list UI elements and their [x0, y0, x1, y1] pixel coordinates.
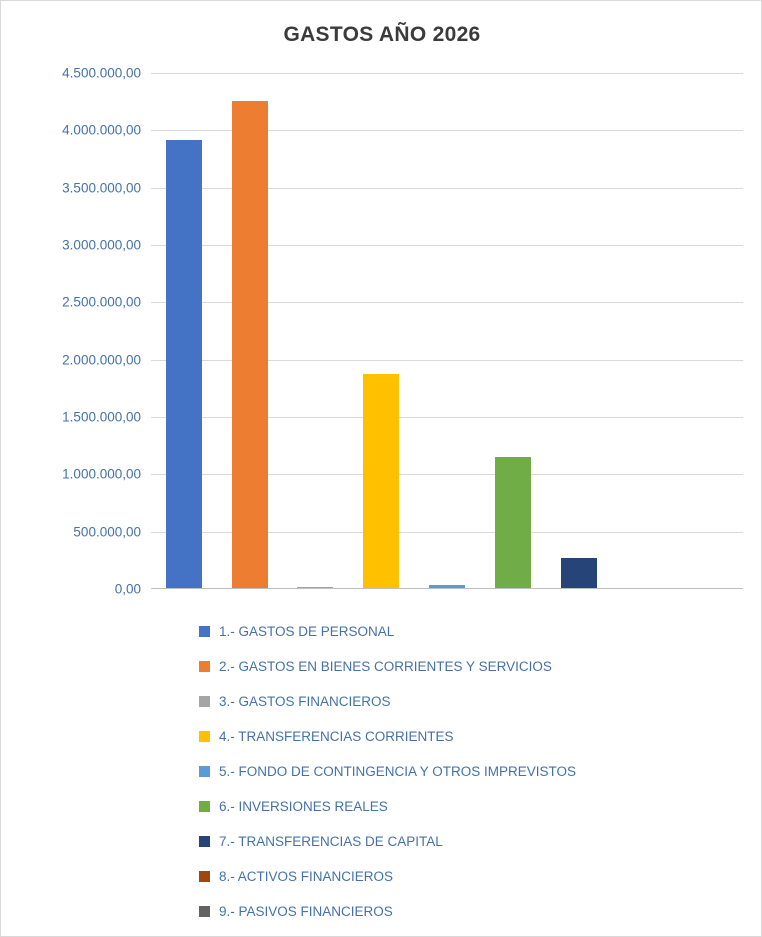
- gridline: [151, 73, 743, 74]
- legend-label: 2.- GASTOS EN BIENES CORRIENTES Y SERVICIOS: [219, 659, 552, 674]
- legend-label: 4.- TRANSFERENCIAS CORRIENTES: [219, 729, 454, 744]
- legend-item[interactable]: [199, 684, 759, 719]
- bar: [363, 374, 399, 588]
- y-axis-tick-label: 4.500.000,00: [62, 65, 141, 81]
- y-axis-tick-label: 0,00: [114, 581, 141, 597]
- legend-item[interactable]: [199, 894, 759, 929]
- legend-swatch-icon: [199, 906, 210, 917]
- legend-swatch-icon: [199, 661, 210, 672]
- legend-swatch-icon: [199, 626, 210, 637]
- y-axis-tick-label: 1.000.000,00: [62, 466, 141, 482]
- x-axis-line: [151, 588, 743, 589]
- bar: [561, 558, 597, 588]
- legend-swatch-icon: [199, 836, 210, 847]
- y-axis-tick-label: 1.500.000,00: [62, 409, 141, 425]
- bar: [495, 457, 531, 588]
- legend-label: 5.- FONDO DE CONTINGENCIA Y OTROS IMPREVISTOS: [219, 764, 577, 779]
- legend-label: 3.- GASTOS FINANCIEROS: [219, 694, 391, 709]
- legend-swatch-icon: [199, 801, 210, 812]
- legend-swatch-icon: [199, 871, 210, 882]
- legend-label: 8.- ACTIVOS FINANCIEROS: [219, 869, 394, 884]
- bar: [232, 101, 268, 588]
- chart-title: GASTOS AÑO 2026: [283, 23, 481, 46]
- chart-legend: [199, 614, 759, 929]
- y-axis-tick-label: 500.000,00: [73, 524, 141, 540]
- y-axis-tick-label: 3.500.000,00: [62, 180, 141, 196]
- legend-label: 9.- PASIVOS FINANCIEROS: [219, 904, 393, 919]
- legend-label: 1.- GASTOS DE PERSONAL: [219, 624, 395, 639]
- legend-swatch-icon: [199, 696, 210, 707]
- legend-item[interactable]: [199, 649, 759, 684]
- legend-label: 6.- INVERSIONES REALES: [219, 799, 388, 814]
- y-axis-tick-label: 4.000.000,00: [62, 122, 141, 138]
- legend-swatch-icon: [199, 731, 210, 742]
- legend-swatch-icon: [199, 766, 210, 777]
- legend-item[interactable]: [199, 754, 759, 789]
- legend-label: 7.- TRANSFERENCIAS DE CAPITAL: [219, 834, 443, 849]
- bar: [166, 140, 202, 588]
- y-axis-tick-label: 2.000.000,00: [62, 352, 141, 368]
- legend-item[interactable]: [199, 824, 759, 859]
- legend-item[interactable]: [199, 859, 759, 894]
- legend-item[interactable]: [199, 789, 759, 824]
- plot-area: [151, 73, 743, 589]
- legend-item[interactable]: [199, 614, 759, 649]
- y-axis-tick-label: 2.500.000,00: [62, 294, 141, 310]
- y-axis-tick-label: 3.000.000,00: [62, 237, 141, 253]
- legend-item[interactable]: [199, 719, 759, 754]
